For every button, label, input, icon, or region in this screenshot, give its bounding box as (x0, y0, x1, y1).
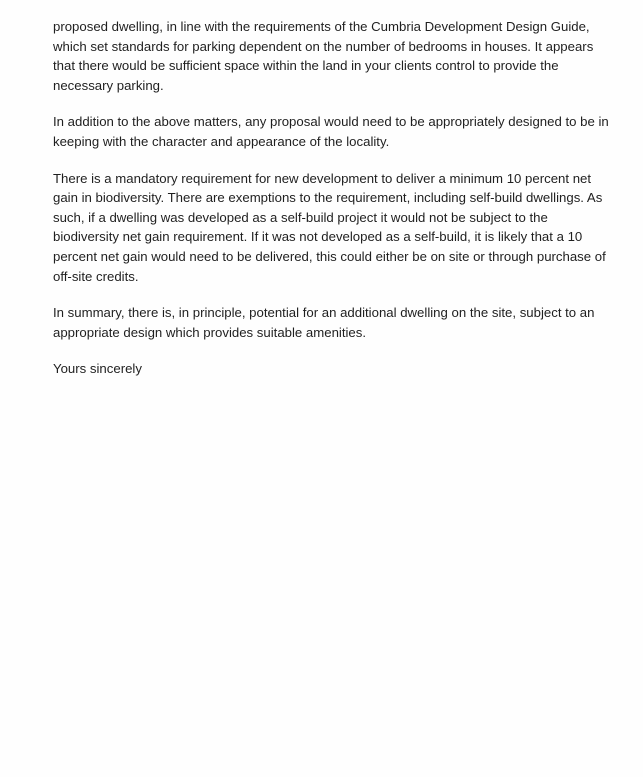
paragraph-biodiversity: There is a mandatory requirement for new development to deliver a minimum 10 percent net gain in biodiversity. There are exemptions to the requirement, including self-build dwellings. As such, if a dwelling was developed as a self-build project it would not be subject to the biodiversity net gain requirement. If it was not developed as a self-build, it is likely that a 10 percent net gain would need to be delivered, this could either be on site or through purchase of off-site credits. (53, 170, 606, 284)
paragraph-parking: proposed dwelling, in line with the requirements of the Cumbria Development Design Guide, which set standards for parking dependent on the number of bedrooms in houses. It appears that there would be sufficient space within the land in your clients control to provide the necessary parking. (53, 19, 594, 93)
paragraph-design: In addition to the above matters, any proposal would need to be appropriately designed to be in keeping with the character and appearance of the locality. (53, 114, 609, 149)
letter-body (53, 17, 613, 379)
paragraph-summary: In summary, there is, in principle, potential for an additional dwelling on the site, subject to an appropriate design which provides suitable amenities. (53, 305, 595, 340)
closing-salutation: Yours sincerely (53, 361, 142, 377)
